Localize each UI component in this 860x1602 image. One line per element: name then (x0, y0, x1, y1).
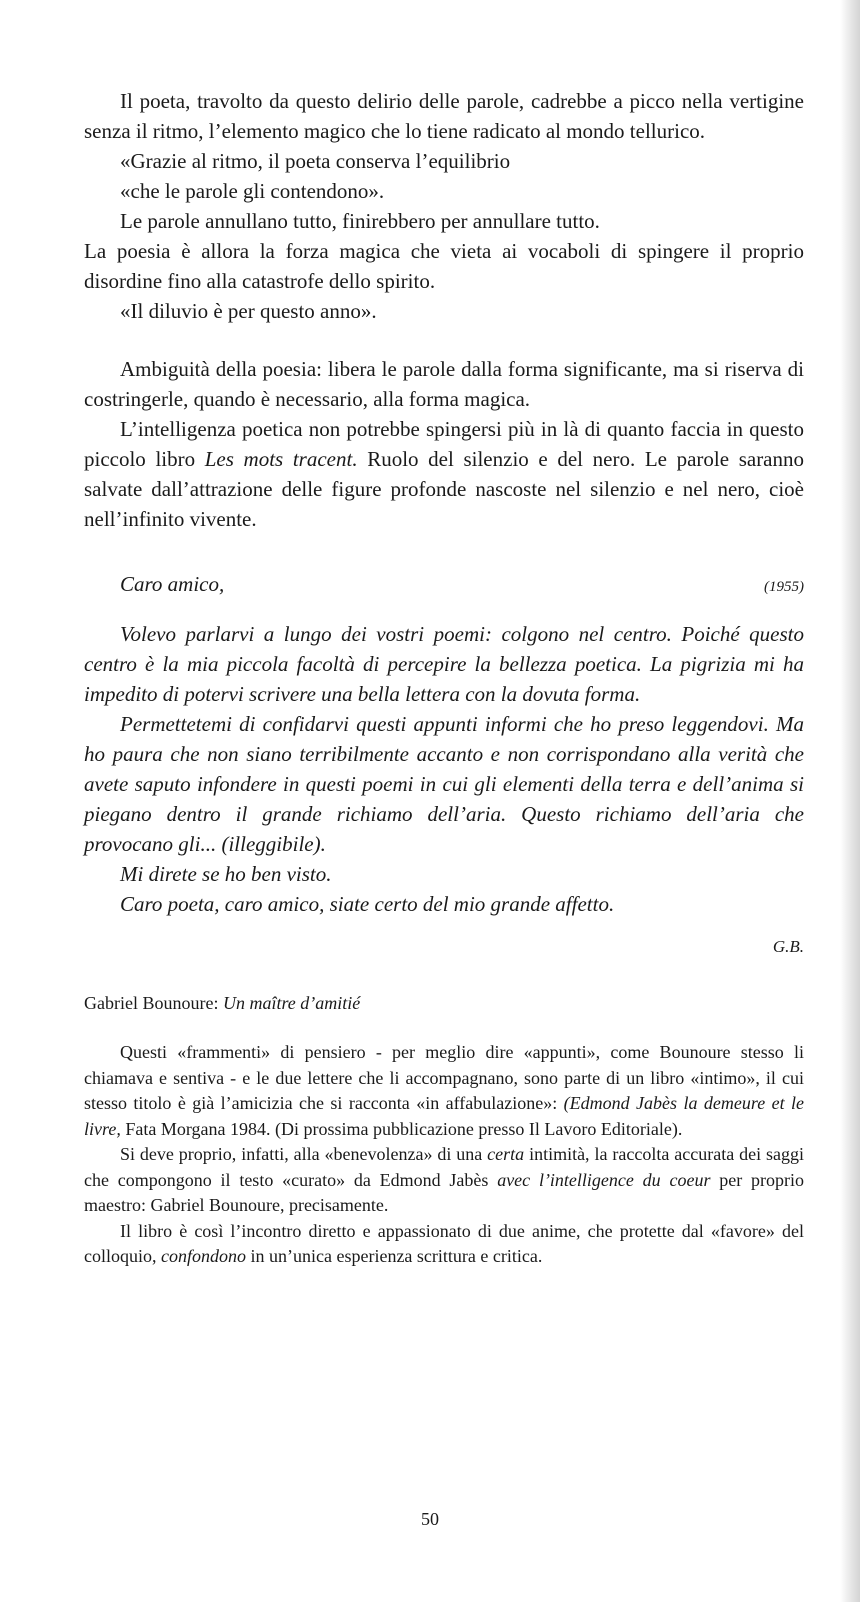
book-reference: (Edmond Jabès la demeure et le livre, (84, 1093, 804, 1139)
emphasis: certa (487, 1144, 525, 1164)
letter-paragraph: Volevo parlarvi a lungo dei vostri poemi: colgono nel centro. Poiché questo centro è la mia piccola facoltà di percepire la bellezza poetica. La pigrizia mi ha impedito di potervi scrivere una bella lettera con la dovuta forma. (84, 622, 804, 706)
essay-heading (84, 993, 804, 1014)
letter-header (84, 572, 804, 597)
paragraph: Le parole annullano tutto, finirebbero per annullare tutto. (120, 209, 600, 233)
page-number: 50 (421, 1509, 439, 1529)
text-run: intimità, la raccolta accurata dei saggi che compongono il testo «curato» da Edmond Jabès (84, 1144, 804, 1190)
section-ambiguity (84, 354, 804, 534)
text-run: Ruolo del silenzio e del nero. Le parole saranno salvate dall’attrazione delle figure profonde nascoste nel silenzio e nel nero, cioè nell’infinito vivente. (84, 447, 805, 531)
book-title: Les mots tracent. (204, 447, 358, 471)
section-rhythm (84, 86, 804, 326)
letter-year: (1955) (764, 579, 804, 595)
paragraph: La poesia è allora la forza magica che vieta ai vocaboli di spingere il proprio disordine fino alla catastrofe dello spirito. (84, 239, 804, 293)
letter-salutation: Caro amico, (120, 572, 225, 596)
text-run: Questi «frammenti» di pensiero - per meglio dire «appunti», come Bounoure stesso li chiamava e sentiva - e le due lettere che li accompagnano, sono parte di un libro «intimo», il cui stesso titolo è già l’amicizia che si racconta «in affabulazione»: (84, 1042, 804, 1113)
letter-body (84, 619, 804, 919)
letter-paragraph: Permettetemi di confidarvi questi appunti informi che ho preso leggendovi. Ma ho paura che non siano terribilmente accanto e non corrispondano alla verità che avete saputo infondere in questi poemi in cui gli elementi della terra e dell’anima si piegano dentro il grande richiamo dell’aria. Questo richiamo dell’aria che provocano gli... (illeggibile). (84, 712, 804, 856)
page-body (84, 86, 804, 1270)
text-run: L’intelligenza poetica non potrebbe spingersi più in là di quanto faccia in questo piccolo libro (84, 417, 804, 471)
emphasis: confondono (161, 1246, 246, 1266)
essay-title: Un maître d’amitié (222, 993, 361, 1013)
essay-paragraph (84, 1142, 804, 1219)
paragraph: «Grazie al ritmo, il poeta conserva l’equilibrio (120, 149, 511, 173)
paragraph (84, 414, 804, 534)
text-run: Fata Morgana 1984. (Di prossima pubblicazione presso Il Lavoro Editoriale). (120, 1118, 683, 1139)
letter-paragraph: Mi direte se ho ben visto. (120, 862, 332, 886)
paragraph: Il poeta, travolto da questo delirio delle parole, cadrebbe a picco nella vertigine senza il ritmo, l’elemento magico che lo tiene radicato al mondo tellurico. (84, 89, 804, 143)
letter-paragraph: Caro poeta, caro amico, siate certo del mio grande affetto. (120, 892, 615, 916)
essay-paragraph (84, 1219, 804, 1270)
paragraph: «che le parole gli contendono». (120, 179, 385, 203)
paragraph: Ambiguità della poesia: libera le parole dalla forma significante, ma si riserva di costringerle, quando è necessario, alla forma magica. (84, 357, 804, 411)
text-run: in un’unica esperienza scrittura e critica. (246, 1246, 543, 1266)
letter-signature: G.B. (772, 937, 804, 956)
paragraph: «Il diluvio è per questo anno». (120, 299, 377, 323)
essay-body (84, 1040, 804, 1270)
essay-paragraph (84, 1040, 804, 1142)
text-run: Il libro è così l’incontro diretto e appassionato di due anime, che protette dal «favore» del colloquio, (84, 1220, 804, 1266)
emphasis: avec l’intelligence du coeur (497, 1169, 711, 1190)
text-run: per proprio maestro: Gabriel Bounoure, precisamente. (84, 1169, 804, 1215)
text-run: Si deve proprio, infatti, alla «benevolenza» di una (120, 1144, 488, 1164)
essay-author: Gabriel Bounoure: (84, 993, 223, 1013)
page-edge-shadow (840, 0, 860, 1602)
